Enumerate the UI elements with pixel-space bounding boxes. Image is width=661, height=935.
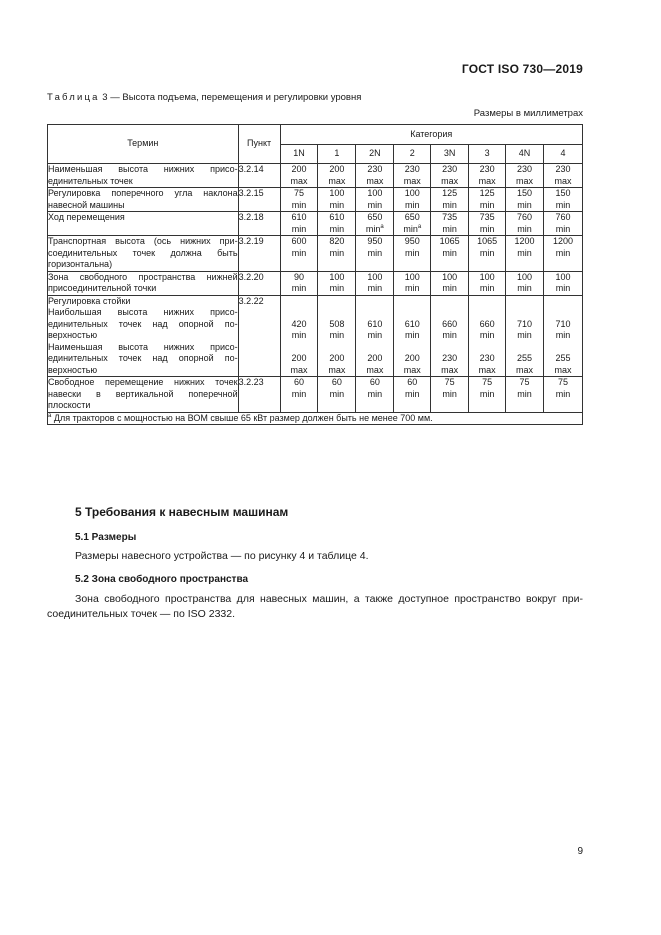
value-cell: 230 max (356, 164, 394, 188)
category-1: 1 (318, 144, 356, 164)
value-cell: 1200 min (544, 236, 583, 272)
value-cell: 125 min (469, 188, 506, 212)
value-cell: 710 min 255 max (544, 295, 583, 377)
value-cell: 75 min (544, 377, 583, 413)
value-cell: 650 $\min^a$ (356, 212, 394, 236)
row-term: Свободное перемещение нижних точек навески в вертикальной поперечной плоскости (48, 377, 238, 410)
category-3N: 3N (431, 144, 469, 164)
category-1N: 1N (280, 144, 318, 164)
table-units: Размеры в миллиметрах (473, 108, 583, 119)
table-row (48, 295, 583, 377)
table-row (48, 164, 583, 188)
value-cell: 710 min 255 max (506, 295, 544, 377)
row-term: Наименьшая высота нижних присоединительных точек (48, 164, 238, 186)
value-cell: 100 min (544, 271, 583, 295)
value-cell: 230 max (469, 164, 506, 188)
value-cell: 950 min (394, 236, 431, 272)
category-4: 4 (544, 144, 583, 164)
table-row (48, 377, 583, 413)
spec-table (47, 124, 583, 425)
value-cell: 600 min (280, 236, 318, 272)
value-cell: 650 $\min^a$ (394, 212, 431, 236)
value-cell: 100 min (318, 188, 356, 212)
row-term: Транспортная высота (ось нижних присоединительных точек должна быть горизонтальна) (48, 236, 238, 269)
value-cell: 150 min (506, 188, 544, 212)
table-row (48, 236, 583, 272)
table-row (48, 188, 583, 212)
header-category: Категория (280, 125, 582, 145)
value-cell: 125 min (431, 188, 469, 212)
value-cell: 230 max (394, 164, 431, 188)
table-caption-text: 3 — Высота подъема, перемещения и регулировки уровня (99, 92, 362, 103)
value-cell: 950 min (356, 236, 394, 272)
value-cell: 60 min (394, 377, 431, 413)
value-cell: 1065 min (469, 236, 506, 272)
value-cell: 420 min 200 max (280, 295, 318, 377)
header-term: Термин (48, 125, 239, 164)
row-point: 3.2.22 (238, 295, 280, 377)
row-point: 3.2.23 (238, 377, 280, 413)
value-cell: 820 min (318, 236, 356, 272)
value-cell: 75 min (431, 377, 469, 413)
value-cell: 100 min (506, 271, 544, 295)
subsection-5-2-text: Зона свободного пространства для навесных машин, а также доступное пространство вокруг присоединительных точек — по ISO 2332. (47, 593, 583, 620)
value-cell: 100 min (356, 188, 394, 212)
value-cell: 610 min 200 max (394, 295, 431, 377)
footnote-ref: a (417, 223, 422, 230)
header-point: Пункт (238, 125, 280, 164)
value-cell: 1200 min (506, 236, 544, 272)
value-cell: 100 min (394, 271, 431, 295)
category-2N: 2N (356, 144, 394, 164)
row-term: Регулировка стойки Наибольшая высота нижних присоединительных точек над опорной поверхностью Наименьшая высота нижних присоединительных точек над опорной поверхностью (48, 295, 238, 375)
row-term: Регулировка поперечного угла наклона навесной машины (48, 188, 238, 210)
value-cell: 60 min (356, 377, 394, 413)
value-cell: 230 max (431, 164, 469, 188)
value-cell: 735 min (431, 212, 469, 236)
value-cell: 75 min (280, 188, 318, 212)
value-cell: 230 max (506, 164, 544, 188)
value-cell: 100 min (394, 188, 431, 212)
row-point: 3.2.18 (238, 212, 280, 236)
section-heading: 5 Требования к навесным машинам (75, 505, 289, 519)
subsection-5-2-heading: 5.2 Зона свободного пространства (75, 574, 249, 585)
subsection-5-1-text: Размеры навесного устройства — по рисунку 4 и таблице 4. (75, 550, 369, 562)
value-cell: 610 min (318, 212, 356, 236)
value-cell: 230 max (544, 164, 583, 188)
value-cell: 660 min 230 max (469, 295, 506, 377)
value-cell: 200 max (318, 164, 356, 188)
category-4N: 4N (506, 144, 544, 164)
value-cell: 660 min 230 max (431, 295, 469, 377)
value-cell: 75 min (469, 377, 506, 413)
row-term: Ход перемещения (48, 212, 239, 236)
table-footnote (48, 412, 583, 425)
row-point: 3.2.19 (238, 236, 280, 272)
value-cell: 100 min (318, 271, 356, 295)
table-row (48, 212, 583, 236)
value-cell: 760 min (544, 212, 583, 236)
row-point: 3.2.20 (238, 271, 280, 295)
category-3: 3 (469, 144, 506, 164)
value-cell: 90 min (280, 271, 318, 295)
value-cell: 100 min (469, 271, 506, 295)
value-cell: 100 min (356, 271, 394, 295)
value-cell: 200 max (280, 164, 318, 188)
subsection-5-1-heading: 5.1 Размеры (75, 532, 137, 543)
table-caption (47, 92, 361, 103)
value-cell: 150 min (544, 188, 583, 212)
footnote-text: Для тракторов с мощностью на ВОМ свыше 65 кВт размер должен быть не менее 700 мм. (51, 412, 433, 423)
table-row (48, 271, 583, 295)
table-caption-label: Таблица (47, 92, 100, 103)
row-point: 3.2.14 (238, 164, 280, 188)
value-cell: 60 min (318, 377, 356, 413)
value-cell: 610 min (280, 212, 318, 236)
footnote-mark: a (48, 412, 52, 419)
page-number: 9 (577, 846, 583, 857)
value-cell: 1065 min (431, 236, 469, 272)
row-point: 3.2.15 (238, 188, 280, 212)
value-cell: 508 min 200 max (318, 295, 356, 377)
category-2: 2 (394, 144, 431, 164)
row-term: Зона свободного пространства нижней присоединительной точки (48, 271, 238, 293)
value-cell: 75 min (506, 377, 544, 413)
footnote-ref: a (380, 223, 384, 230)
value-cell: 760 min (506, 212, 544, 236)
table-footnote-row (48, 412, 583, 425)
value-cell: 60 min (280, 377, 318, 413)
value-cell: 100 min (431, 271, 469, 295)
standard-code: ГОСТ ISO 730—2019 (461, 62, 583, 76)
value-cell: 735 min (469, 212, 506, 236)
value-cell: 610 min 200 max (356, 295, 394, 377)
